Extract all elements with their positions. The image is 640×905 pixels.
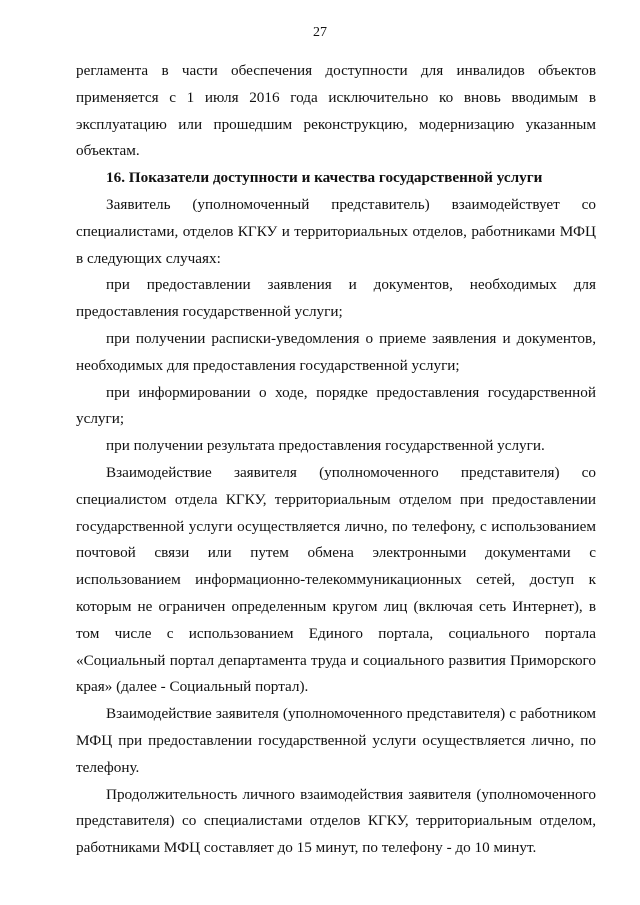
list-item-informing: при информировании о ходе, порядке предоставления государственной услуги;: [76, 383, 596, 428]
paragraph-mfc-interaction: Взаимодействие заявителя (уполномоченного представителя) с работником МФЦ при предоставлении государственной услуги осуществляется лично, по телефону.: [76, 705, 596, 776]
section-heading: 16. Показатели доступности и качества государственной услуги: [106, 169, 543, 187]
page-number: 27: [313, 25, 327, 40]
list-item-submission: при предоставлении заявления и документов, необходимых для предоставления государственной услуги;: [76, 276, 596, 321]
list-item-receipt: при получении расписки-уведомления о приеме заявления и документов, необходимых для предоставления государственной услуги;: [76, 329, 596, 374]
paragraph-interaction-cases: Заявитель (уполномоченный представитель) взаимодействует со специалистами, отделов КГКУ и территориальных отделов, работниками МФЦ в следующих случаях:: [76, 195, 596, 267]
list-item-result: при получении результата предоставления государственной услуги.: [106, 437, 545, 455]
paragraph-continuation: регламента в части обеспечения доступности для инвалидов объектов применяется с 1 июля 2016 года исключительно ко вновь вводимым в эксплуатацию или прошедшим реконструкцию, модернизацию указанным объектам.: [76, 62, 596, 160]
paragraph-interaction-methods: Взаимодействие заявителя (уполномоченного представителя) со специалистом отдела КГКУ, территориальным отделом при предоставлении государственной услуги осуществляется лично, по телефону, с использованием почтовой связи или путем обмена электронными документами с использованием информационно-телекоммуникационных сетей, доступ к которым не ограничен определенным кругом лиц (включая сеть Интернет), в том числе с использованием Единого портала, социального портала «Социальный портал департамента труда и социального развития Приморского края» (далее - Социальный портал).: [76, 463, 596, 696]
paragraph-duration: Продолжительность личного взаимодействия заявителя (уполномоченного представителя) со специалистами отделов КГКУ, территориальным отделом, работниками МФЦ составляет до 15 минут, по телефону - до 10 минут.: [76, 785, 596, 857]
document-body: [76, 58, 596, 862]
